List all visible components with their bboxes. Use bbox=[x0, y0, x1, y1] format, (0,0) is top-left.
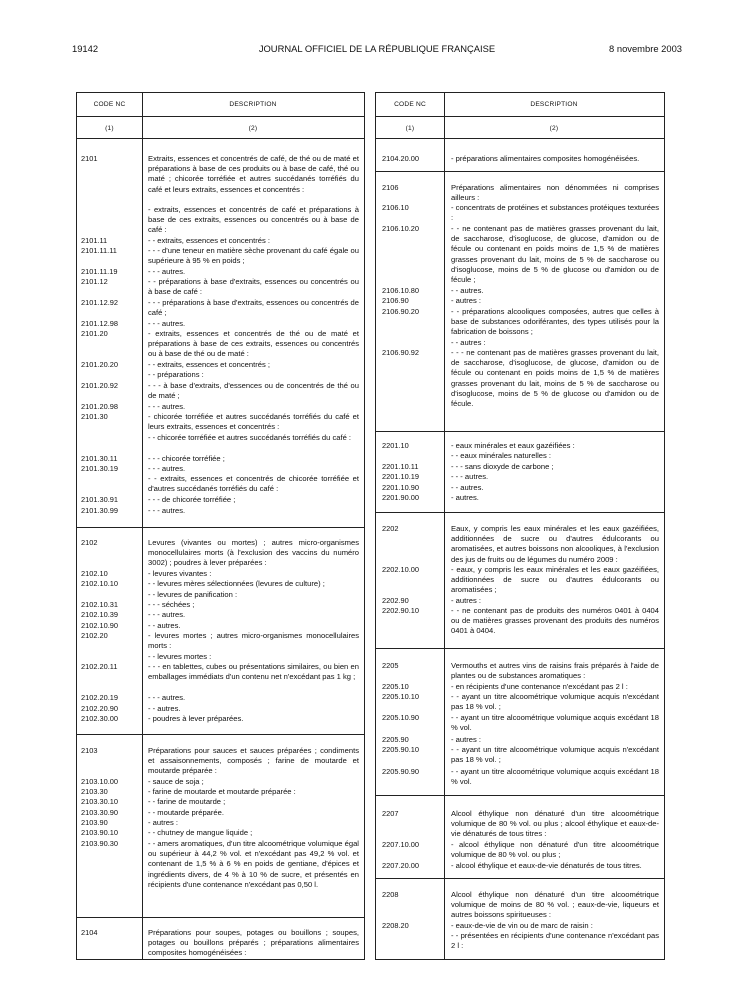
nc-code: 2106.90 bbox=[382, 296, 409, 305]
nc-code: 2102.20.90 bbox=[81, 704, 118, 713]
nc-description: - levures mortes ; autres micro-organismes monocellulaires morts : bbox=[148, 631, 359, 651]
nc-code: 2102.10.39 bbox=[81, 610, 118, 619]
nc-description: - - ne contenant pas de produits des numéros 0401 à 0404 ou de matières grasses provenant des produits des numéros 0401 à 0404. bbox=[451, 606, 659, 636]
nc-description: Extraits, essences et concentrés de café, de thé ou de maté et préparations à base de ces produits ou à base de café, thé ou maté ; chicorée torréfiée et autres succédanés torréfiés du café et leurs extraits, essences et concentrés : bbox=[148, 154, 359, 194]
nc-description: - levures vivantes : bbox=[148, 569, 212, 578]
nc-description: - eaux, y compris les eaux minérales et les eaux gazéifiées, additionnées de sucre ou d'autres édulcorants ou aromatisées ; bbox=[451, 565, 659, 595]
nc-description: - eaux minérales et eaux gazéifiées : bbox=[451, 441, 575, 450]
nc-description: - préparations alimentaires composites homogénéisées. bbox=[451, 154, 640, 163]
nc-description: - - ne contenant pas de matières grasses provenant du lait, de saccharose, d'isoglucose, de glucose, d'amidon ou de fécule ou contenant en poids moins de 1,5 % de matières grasses provenant du lait, moins de 5 % de saccharose ou d'isoglucose, moins de 5 % de glucose ou d'amidon ou de fécule ; bbox=[451, 224, 659, 285]
nc-description: - - - à base d'extraits, d'essences ou de concentrés de thé ou de maté ; bbox=[148, 381, 359, 401]
nc-description: - - - autres. bbox=[148, 464, 186, 473]
nc-description: - alcool éthylique non dénaturé d'un titre alcoométrique volumique de 80 % vol. ou plus ; bbox=[451, 840, 659, 860]
section-separator bbox=[376, 648, 664, 649]
nc-code: 2102.20 bbox=[81, 631, 108, 640]
nc-code: 2101.30.91 bbox=[81, 495, 118, 504]
right-table bbox=[375, 92, 665, 960]
nc-description: - - présentées en récipients d'une contenance n'excédant pas 2 l : bbox=[451, 931, 659, 951]
nc-description: Alcool éthylique non dénaturé d'un titre alcoométrique volumique de moins de 80 % vol. ; eaux-de-vie, liqueurs et autres boissons spiritueuses : bbox=[451, 890, 659, 920]
table-header-row bbox=[376, 93, 664, 117]
nc-description: - - autres : bbox=[451, 338, 486, 347]
nc-description: - - - sans dioxyde de carbone ; bbox=[451, 462, 554, 471]
nc-code: 2202 bbox=[382, 524, 399, 533]
nc-description: Levures (vivantes ou mortes) ; autres micro-organismes monocellulaires morts (à l'exclusion des vaccins du numéro 3002) ; poudres à lever préparées : bbox=[148, 538, 359, 568]
nc-code: 2101.30.11 bbox=[81, 454, 118, 463]
nc-code: 2102.30.00 bbox=[81, 714, 118, 723]
nc-code: 2101.20.20 bbox=[81, 360, 118, 369]
nc-code: 2106 bbox=[382, 183, 399, 192]
nc-code: 2101.12.92 bbox=[81, 298, 118, 307]
nc-code: 2101.11.19 bbox=[81, 267, 118, 276]
nc-description: - - préparations : bbox=[148, 370, 204, 379]
left-table bbox=[76, 92, 365, 960]
column-divider bbox=[444, 93, 445, 959]
table-header-row bbox=[77, 93, 364, 117]
nc-description: - - levures mortes : bbox=[148, 652, 212, 661]
nc-description: - - extraits, essences et concentrés de chicorée torréfiée et d'autres succédanés torréfiés du café : bbox=[148, 474, 359, 494]
nc-description: - - - autres. bbox=[148, 267, 186, 276]
nc-code: 2106.10.80 bbox=[382, 286, 419, 295]
section-separator bbox=[376, 512, 664, 513]
nc-code: 2205.10.10 bbox=[382, 692, 419, 701]
page-header bbox=[72, 43, 682, 57]
nc-description: - - levures mères sélectionnées (levures de culture) ; bbox=[148, 579, 325, 588]
nc-description: - - levures de panification : bbox=[148, 590, 238, 599]
nc-code: 2102.10.31 bbox=[81, 600, 118, 609]
nc-code: 2103.30.90 bbox=[81, 808, 118, 817]
nc-description: - - - en tablettes, cubes ou présentations similaires, ou bien en emballages immédiats d'un contenu net n'excédant pas 1 kg ; bbox=[148, 662, 359, 682]
nc-code: 2201.10.19 bbox=[382, 472, 419, 481]
nc-code: 2106.10.20 bbox=[382, 224, 419, 233]
nc-code: 2205.10.90 bbox=[382, 713, 419, 722]
nc-code: 2101.20.98 bbox=[81, 402, 118, 411]
nc-description: - concentrats de protéines et substances protéiques texturées : bbox=[451, 203, 659, 223]
nc-description: Préparations pour sauces et sauces préparées ; condiments et assaisonnements, composés ; farine de moutarde et moutarde préparée : bbox=[148, 746, 359, 776]
nc-description: - autres : bbox=[451, 296, 481, 305]
nc-code: 2101.30 bbox=[81, 412, 108, 421]
section-separator bbox=[376, 171, 664, 172]
nc-code: 2102.10 bbox=[81, 569, 108, 578]
nc-code: 2104.20.00 bbox=[382, 154, 419, 163]
nc-code: 2101.20.92 bbox=[81, 381, 118, 390]
nc-description: - - préparations alcooliques composées, autres que celles à base de substances odoriférantes, des types utilisés pour la fabrication de boissons ; bbox=[451, 307, 659, 337]
nc-code: 2202.90.10 bbox=[382, 606, 419, 615]
nc-description: - autres : bbox=[148, 818, 178, 827]
nc-description: - - amers aromatiques, d'un titre alcoométrique volumique égal ou supérieur à 44,2 % vol. et n'excédant pas 49,2 % vol. et contenant de 1,5 % à 6 % en poids de gentiane, d'épices et ingrédients divers, de 4 % à 10 % de sucre, et présentés en récipients d'une contenance n'excédant pas 0,50 l. bbox=[148, 839, 359, 889]
nc-description: Eaux, y compris les eaux minérales et les eaux gazéifiées, additionnées de sucre ou d'autres édulcorants ou aromatisées, et autres boissons non alcooliques, à l'exclusion des jus de fruits ou de légumes du numéro 2009 : bbox=[451, 524, 659, 564]
nc-description: - - extraits, essences et concentrés : bbox=[148, 236, 270, 245]
description-header-number: (2) bbox=[248, 125, 258, 132]
nc-description: - - ayant un titre alcoométrique volumique acquis n'excédant pas 18 % vol. ; bbox=[451, 692, 659, 712]
nc-code: 2201.10 bbox=[382, 441, 409, 450]
nc-description: - alcool éthylique et eaux-de-vie dénaturés de tous titres. bbox=[451, 861, 642, 870]
table-header-numbers bbox=[77, 117, 364, 139]
nc-code: 2207.10.00 bbox=[382, 840, 419, 849]
nc-code: 2208 bbox=[382, 890, 399, 899]
nc-code: 2205.90 bbox=[382, 735, 409, 744]
journal-title: JOURNAL OFFICIEL DE LA RÉPUBLIQUE FRANÇAISE bbox=[258, 43, 496, 54]
nc-description: - - - autres. bbox=[148, 402, 186, 411]
nc-description: - - extraits, essences et concentrés ; bbox=[148, 360, 270, 369]
nc-description: - - préparations à base d'extraits, essences ou concentrés ou à base de café : bbox=[148, 277, 359, 297]
nc-code: 2102.10.10 bbox=[81, 579, 118, 588]
section-separator bbox=[77, 917, 364, 918]
nc-description: - - - d'une teneur en matière sèche provenant du café égale ou supérieure à 95 % en poids ; bbox=[148, 246, 359, 266]
table-header-numbers bbox=[376, 117, 664, 139]
nc-code: 2103 bbox=[81, 746, 98, 755]
nc-description: Préparations pour soupes, potages ou bouillons ; soupes, potages ou bouillons préparés ; préparations alimentaires composites homogénéisées : bbox=[148, 928, 359, 958]
nc-code: 2101.11 bbox=[81, 236, 108, 245]
nc-description: - - ayant un titre alcoométrique volumique acquis excédant 18 % vol. bbox=[451, 767, 659, 787]
nc-code: 2103.10.00 bbox=[81, 777, 118, 786]
nc-code: 2101.30.99 bbox=[81, 506, 118, 515]
code-header: CODE NC bbox=[394, 101, 426, 108]
nc-description: - autres : bbox=[451, 735, 481, 744]
description-header: DESCRIPTION bbox=[530, 101, 578, 108]
nc-code: 2201.10.90 bbox=[382, 483, 419, 492]
nc-description: - - - séchées ; bbox=[148, 600, 195, 609]
nc-description: - eaux-de-vie de vin ou de marc de raisin : bbox=[451, 921, 593, 930]
code-header-number: (1) bbox=[405, 125, 415, 132]
nc-description: - - chicorée torréfiée et autres succédanés torréfiés du café : bbox=[148, 433, 352, 442]
nc-description: - - - chicorée torréfiée ; bbox=[148, 454, 225, 463]
nc-description: - - - autres. bbox=[148, 693, 186, 702]
nc-code: 2101.20 bbox=[81, 329, 108, 338]
nc-code: 2102.10.90 bbox=[81, 621, 118, 630]
nc-code: 2101.12.98 bbox=[81, 319, 118, 328]
nc-code: 2103.90.30 bbox=[81, 839, 118, 848]
section-separator bbox=[376, 795, 664, 796]
nc-description: - poudres à lever préparées. bbox=[148, 714, 244, 723]
nc-code: 2205.90.90 bbox=[382, 767, 419, 776]
nc-code: 2101.12 bbox=[81, 277, 108, 286]
nc-description: - sauce de soja ; bbox=[148, 777, 204, 786]
nc-description: - autres. bbox=[451, 493, 479, 502]
nc-code: 2201.10.11 bbox=[382, 462, 419, 471]
nc-description: - - - préparations à base d'extraits, essences ou concentrés de café ; bbox=[148, 298, 359, 318]
nc-description: - - autres. bbox=[148, 621, 181, 630]
nc-description: Vermouths et autres vins de raisins frais préparés à l'aide de plantes ou de substances aromatiques : bbox=[451, 661, 659, 681]
nc-code: 2208.20 bbox=[382, 921, 409, 930]
section-separator bbox=[376, 431, 664, 432]
nc-code: 2101.11.11 bbox=[81, 246, 117, 255]
nc-code: 2106.90.20 bbox=[382, 307, 419, 316]
nc-description: - - - de chicorée torréfiée ; bbox=[148, 495, 236, 504]
nc-code: 2207 bbox=[382, 809, 399, 818]
nc-description: - - chutney de mangue liquide ; bbox=[148, 828, 253, 837]
nc-code: 2205.10 bbox=[382, 682, 409, 691]
nc-code: 2106.90.92 bbox=[382, 348, 419, 357]
nc-code: 2103.90.10 bbox=[81, 828, 118, 837]
description-header-number: (2) bbox=[549, 125, 559, 132]
nc-code: 2101.30.19 bbox=[81, 464, 118, 473]
nc-description: - - - autres. bbox=[148, 506, 186, 515]
code-header: CODE NC bbox=[93, 101, 126, 108]
nc-code: 2205 bbox=[382, 661, 399, 670]
section-separator bbox=[77, 527, 364, 528]
section-separator bbox=[376, 878, 664, 879]
nc-description: - extraits, essences et concentrés de thé ou de maté et préparations à base de ces extraits, essences ou concentrés ou à base de thé ou de maté : bbox=[148, 329, 359, 359]
nc-description: - en récipients d'une contenance n'excédant pas 2 l : bbox=[451, 682, 628, 691]
nc-description: - - eaux minérales naturelles : bbox=[451, 451, 552, 460]
nc-description: - - autres. bbox=[451, 286, 484, 295]
nc-description: - - moutarde préparée. bbox=[148, 808, 224, 817]
nc-code: 2103.30 bbox=[81, 787, 108, 796]
nc-code: 2202.90 bbox=[382, 596, 409, 605]
nc-description: - - - autres. bbox=[148, 319, 186, 328]
nc-code: 2103.90 bbox=[81, 818, 108, 827]
nc-description: - - ayant un titre alcoométrique volumique acquis n'excédant pas 18 % vol. ; bbox=[451, 745, 659, 765]
nc-description: - - autres. bbox=[451, 483, 484, 492]
nc-description: - - - autres. bbox=[148, 610, 186, 619]
nc-code: 2205.90.10 bbox=[382, 745, 419, 754]
nc-description: - - autres. bbox=[148, 704, 181, 713]
column-divider bbox=[142, 93, 143, 959]
nc-code: 2106.10 bbox=[382, 203, 409, 212]
nc-description: - - - ne contenant pas de matières grasses provenant du lait, de saccharose, d'isoglucose, de glucose, d'amidon ou de fécule ou contenant en poids moins de 1,5 % de matières grasses provenant du lait, moins de 5 % de saccharose ou d'isoglucose, moins de 5 % de glucose ou d'amidon ou de fécule. bbox=[451, 348, 659, 409]
nc-code: 2102.20.19 bbox=[81, 693, 118, 702]
nc-description: - autres : bbox=[451, 596, 481, 605]
nc-code: 2104 bbox=[81, 928, 98, 937]
section-separator bbox=[77, 734, 364, 735]
nc-description: - - ayant un titre alcoométrique volumique acquis excédant 18 % vol. bbox=[451, 713, 659, 733]
nc-code: 2101 bbox=[81, 154, 98, 163]
nc-code: 2202.10.00 bbox=[382, 565, 419, 574]
nc-description: - - farine de moutarde ; bbox=[148, 797, 226, 806]
nc-description: Alcool éthylique non dénaturé d'un titre alcoométrique volumique de 80 % vol. ou plus ; alcool éthylique et eaux-de-vie dénaturés de tous titres : bbox=[451, 809, 659, 839]
nc-code: 2207.20.00 bbox=[382, 861, 419, 870]
nc-code: 2102 bbox=[81, 538, 98, 547]
nc-code: 2201.90.00 bbox=[382, 493, 419, 502]
code-header-number: (1) bbox=[105, 125, 114, 132]
description-header: DESCRIPTION bbox=[229, 101, 277, 108]
publication-date: 8 novembre 2003 bbox=[609, 43, 682, 54]
page-number: 19142 bbox=[72, 43, 99, 54]
nc-description: - farine de moutarde et moutarde préparée : bbox=[148, 787, 296, 796]
nc-description: - extraits, essences et concentrés de café et préparations à base de ces extraits, essences ou concentrés ou à base de café : bbox=[148, 205, 359, 235]
nc-code: 2102.20.11 bbox=[81, 662, 118, 671]
nc-description: Préparations alimentaires non dénommées ni comprises ailleurs : bbox=[451, 183, 659, 203]
nc-description: - - - autres. bbox=[451, 472, 489, 481]
nc-description: - chicorée torréfiée et autres succédanés torréfiés du café et leurs extraits, essences et concentrés : bbox=[148, 412, 359, 432]
nc-code: 2103.30.10 bbox=[81, 797, 118, 806]
